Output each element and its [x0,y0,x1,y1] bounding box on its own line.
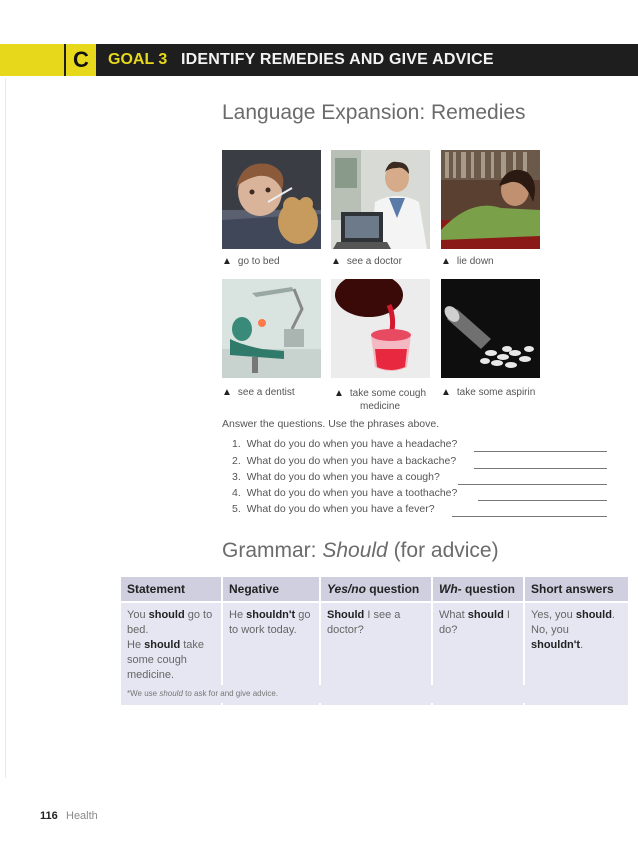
question-item: 5. What do you do when you have a fever? [232,503,435,515]
page-edge-line [5,78,6,778]
photo-caption: ▲ go to bed [222,256,280,267]
column-header: Wh- question [432,577,524,602]
language-expansion-title: Language Expansion: Remedies [222,101,526,124]
photo-caption: ▲ take some aspirin [441,387,536,398]
aspirin-pills-photo [441,279,540,378]
triangle-icon: ▲ [331,256,341,267]
short-answers-cell: Yes, you should. No, you shouldn't. [524,602,628,705]
triangle-icon: ▲ [222,387,232,398]
grammar-footnote: *We use should to ask for and give advice. [121,685,622,703]
page-number: 116 [40,810,58,822]
answer-line[interactable] [452,516,607,517]
photo-caption: ▲ lie down [441,256,494,267]
lesson-letter: C [66,44,96,76]
triangle-icon: ▲ [222,256,232,267]
section-name: Health [66,810,98,822]
question-item: 1. What do you do when you have a headache? [232,438,458,450]
triangle-icon: ▲ [441,387,451,398]
photo-caption: ▲ take some cough medicine [333,388,427,412]
exercise-instruction: Answer the questions. Use the phrases above. [222,418,440,430]
wh-cell: What should I do? [432,602,524,705]
doctor-photo [331,150,430,249]
answer-line[interactable] [474,468,607,469]
grammar-title: Grammar: Should (for advice) [222,539,499,562]
goal-label: GOAL 3 [108,51,168,68]
question-item: 3. What do you do when you have a cough? [232,471,440,483]
negative-cell: He shouldn't go to work today. [222,602,320,705]
photo-caption: ▲ see a dentist [222,387,295,398]
woman-lying-down-photo [441,150,540,249]
column-header: Short answers [524,577,628,602]
photo-caption: ▲ see a doctor [331,256,402,267]
column-header: Yes/no question [320,577,432,602]
column-header: Negative [222,577,320,602]
answer-line[interactable] [478,500,607,501]
triangle-icon: ▲ [441,256,451,267]
goal-title: IDENTIFY REMEDIES AND GIVE ADVICE [181,51,494,68]
sick-child-in-bed-photo [222,150,321,249]
cough-medicine-photo [331,279,430,378]
dentist-chair-photo [222,279,321,378]
statement-cell: You should go to bed. He should take some cough medicine. [121,602,222,705]
answer-line[interactable] [474,451,607,452]
table-header-row [121,577,628,602]
header-accent [0,44,64,76]
column-header: Statement [121,577,222,602]
triangle-icon: ▲ [333,388,344,399]
question-item: 2. What do you do when you have a backache? [232,455,457,467]
yesno-cell: Should I see a doctor? [320,602,432,705]
answer-line[interactable] [458,484,607,485]
question-item: 4. What do you do when you have a toothache? [232,487,458,499]
